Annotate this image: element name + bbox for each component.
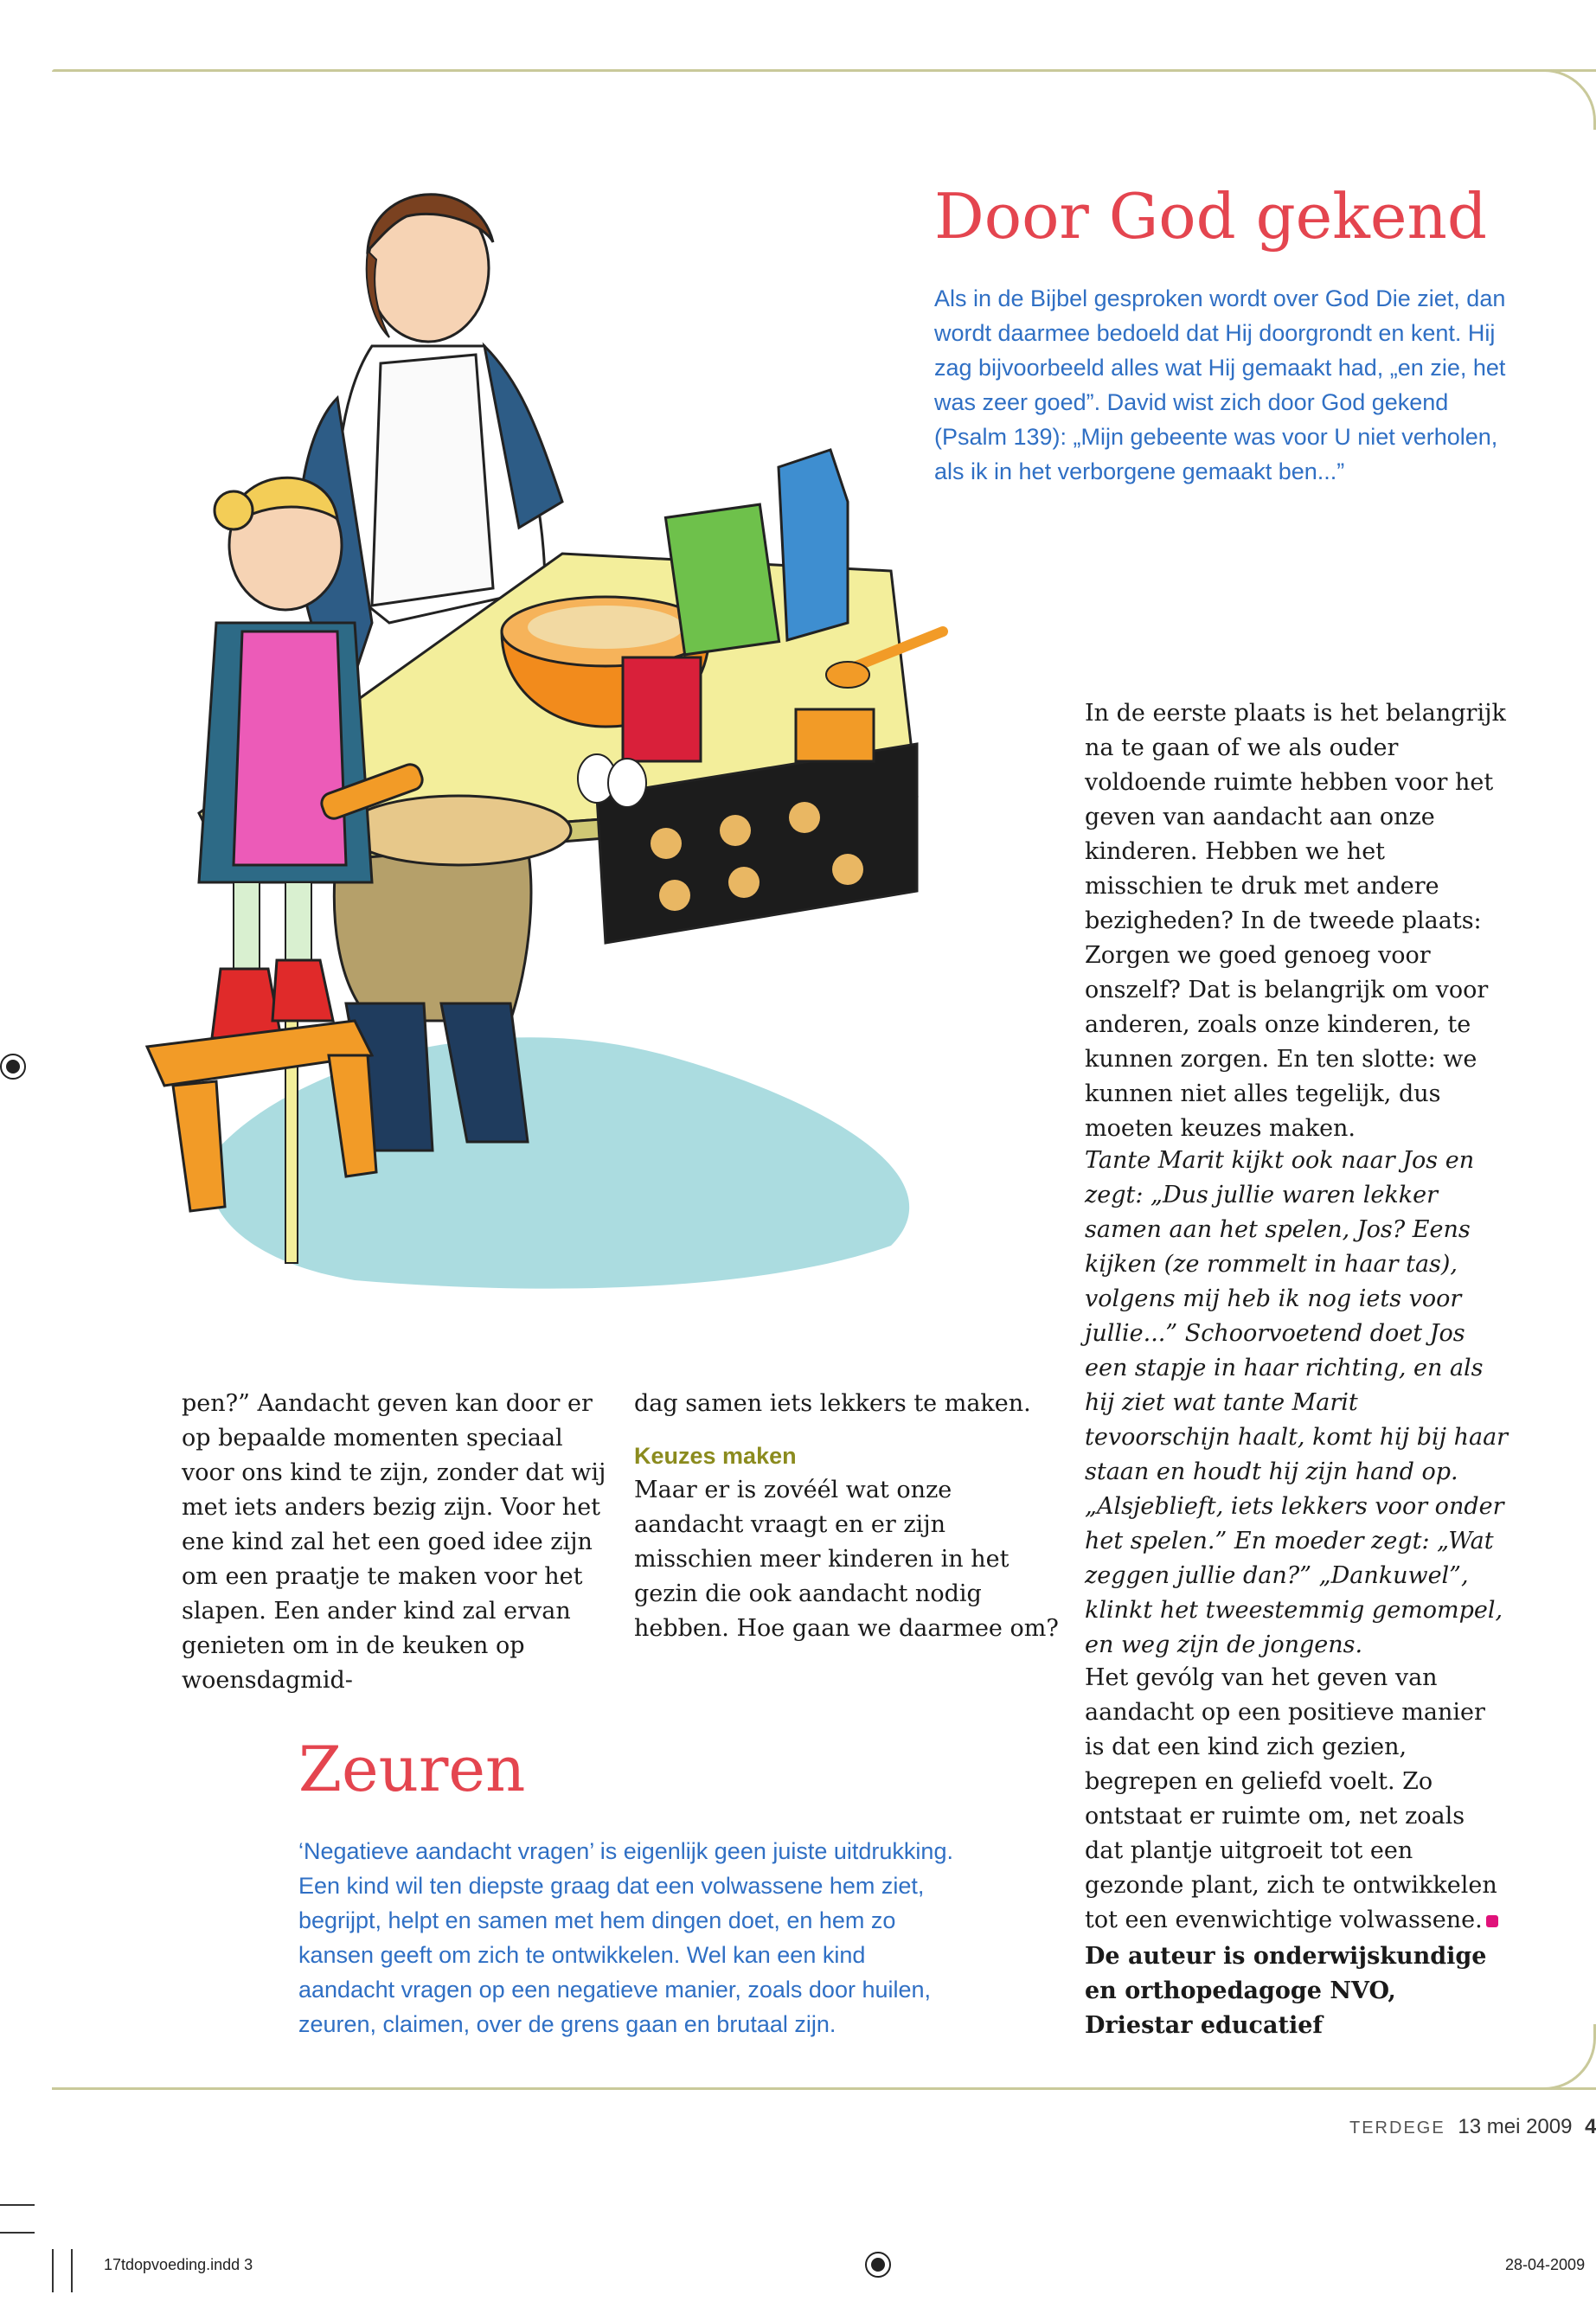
sidebar-bottom-title: Zeuren (298, 1733, 526, 1805)
author-note: De auteur is onderwijskundige en orthopedagoge NVO, Driestar educatief (1085, 1943, 1487, 2039)
middle-column (634, 1387, 1067, 1646)
sidebar-top-title: Door God gekend (934, 180, 1487, 253)
crop-mark (0, 2232, 35, 2234)
top-rule-curve (1522, 69, 1596, 130)
footer-date: 13 mei 2009 (1458, 2115, 1573, 2138)
sidebar-top-text: Als in de Bijbel gesproken wordt over God Die ziet, dan wordt daarmee bedoeld dat Hij doorgrondt en kent. Hij zag bijvoorbeeld alles wat Hij gemaakt had, „en zie, het was zeer goed”. David wist zich door God gekend (Psalm 139): „Mijn gebeente was voor U niet verholen, als ik in het verborgene gemaakt ben...” (934, 285, 1506, 484)
slug-file: 17tdopvoeding.indd 3 (104, 2256, 253, 2273)
registration-mark-bottom-icon (865, 2252, 891, 2278)
end-mark-icon (1486, 1915, 1498, 1927)
footer-magazine: TERDEGE (1349, 2118, 1445, 2138)
middle-column-text-start: dag samen iets lekkers te maken. (634, 1390, 1031, 1417)
crop-mark (71, 2249, 73, 2292)
left-column-text: pen?” Aandacht geven kan door er op bepaalde momenten speciaal voor ons kind te zijn, zonder dat wij met iets anders bezig zijn. Voor het ene kind zal het een goed idee zijn om een praatje te maken voor het slapen. Een ander kind zal ervan genieten om in de keuken op woensdagmid- (182, 1390, 606, 1694)
right-column-para-3-text: Het gevólg van het geven van aandacht op een positieve manier is dat een kind zich gezien, begrepen en geliefd voelt. Zo ontstaat er ruimte om, net zoals dat plantje uitgroeit tot een gezonde plant, zich te ontwikkelen tot een evenwichtige volwassene. (1085, 1664, 1497, 1933)
slug-date: 28-04-2009 (1505, 2256, 1586, 2273)
crop-mark (0, 2204, 35, 2206)
right-column-para-3 (1085, 1661, 1509, 1938)
bottom-rule-curve (1522, 2024, 1596, 2090)
baking-illustration (112, 138, 977, 1332)
footer-page-number: 4 (1585, 2115, 1596, 2138)
sidebar-bottom-text: ‘Negatieve aandacht vragen’ is eigenlijk geen juiste uitdrukking. Een kind wil ten diepste graag dat een volwassene hem ziet, begrijpt, helpt en samen met hem dingen doet, en hem zo kansen geeft om zich te ontwikkelen. Wel kan een kind aandacht vragen op een negatieve manier, zoals door huilen, zeuren, claimen, over de grens gaan en brutaal zijn. (298, 1838, 953, 2037)
middle-column-subhead: Keuzes maken (634, 1443, 797, 1469)
right-column-para-1: In de eerste plaats is het belangrijk na te gaan of we als ouder voldoende ruimte hebben voor het geven van aandacht aan onze kinderen. Hebben we het misschien te druk met andere bezigheden? In de tweede plaats: Zorgen we goed genoeg voor onszelf? Dat is belangrijk om voor anderen, zoals onze kinderen, te kunnen zorgen. En ten slotte: we kunnen niet alles tegelijk, dus moeten keuzes maken. (1085, 700, 1506, 1142)
registration-mark-left-icon (0, 1054, 26, 1080)
illustration-svg (112, 138, 977, 1332)
right-column-para-2: Tante Marit kijkt ook naar Jos en zegt: „Dus jullie waren lekker samen aan het spelen, Jos? Eens kijken (ze rommelt in haar tas), volgens mij heb ik nog iets voor jullie...” Schoorvoetend doet Jos een stapje in haar richting, en als hij ziet wat tante Marit tevoorschijn haalt, komt hij bij haar staan en houdt hij zijn hand op. „Alsjeblieft, iets lekkers voor onder het spelen.” En moeder zegt: „Wat zeggen jullie dan?” „Dankuwel”, klinkt het tweestemmig gemompel, en weg zijn de jongens. (1085, 1147, 1509, 1658)
crop-mark (52, 2249, 54, 2292)
middle-column-text: Maar er is zovéél wat onze aandacht vraagt en er zijn misschien meer kinderen in het gezin die ook aandacht nodig hebben. Hoe gaan we daarmee om? (634, 1477, 1059, 1642)
bottom-rule (52, 2087, 1596, 2090)
page-footer (1349, 2115, 1596, 2139)
top-rule (52, 69, 1596, 72)
